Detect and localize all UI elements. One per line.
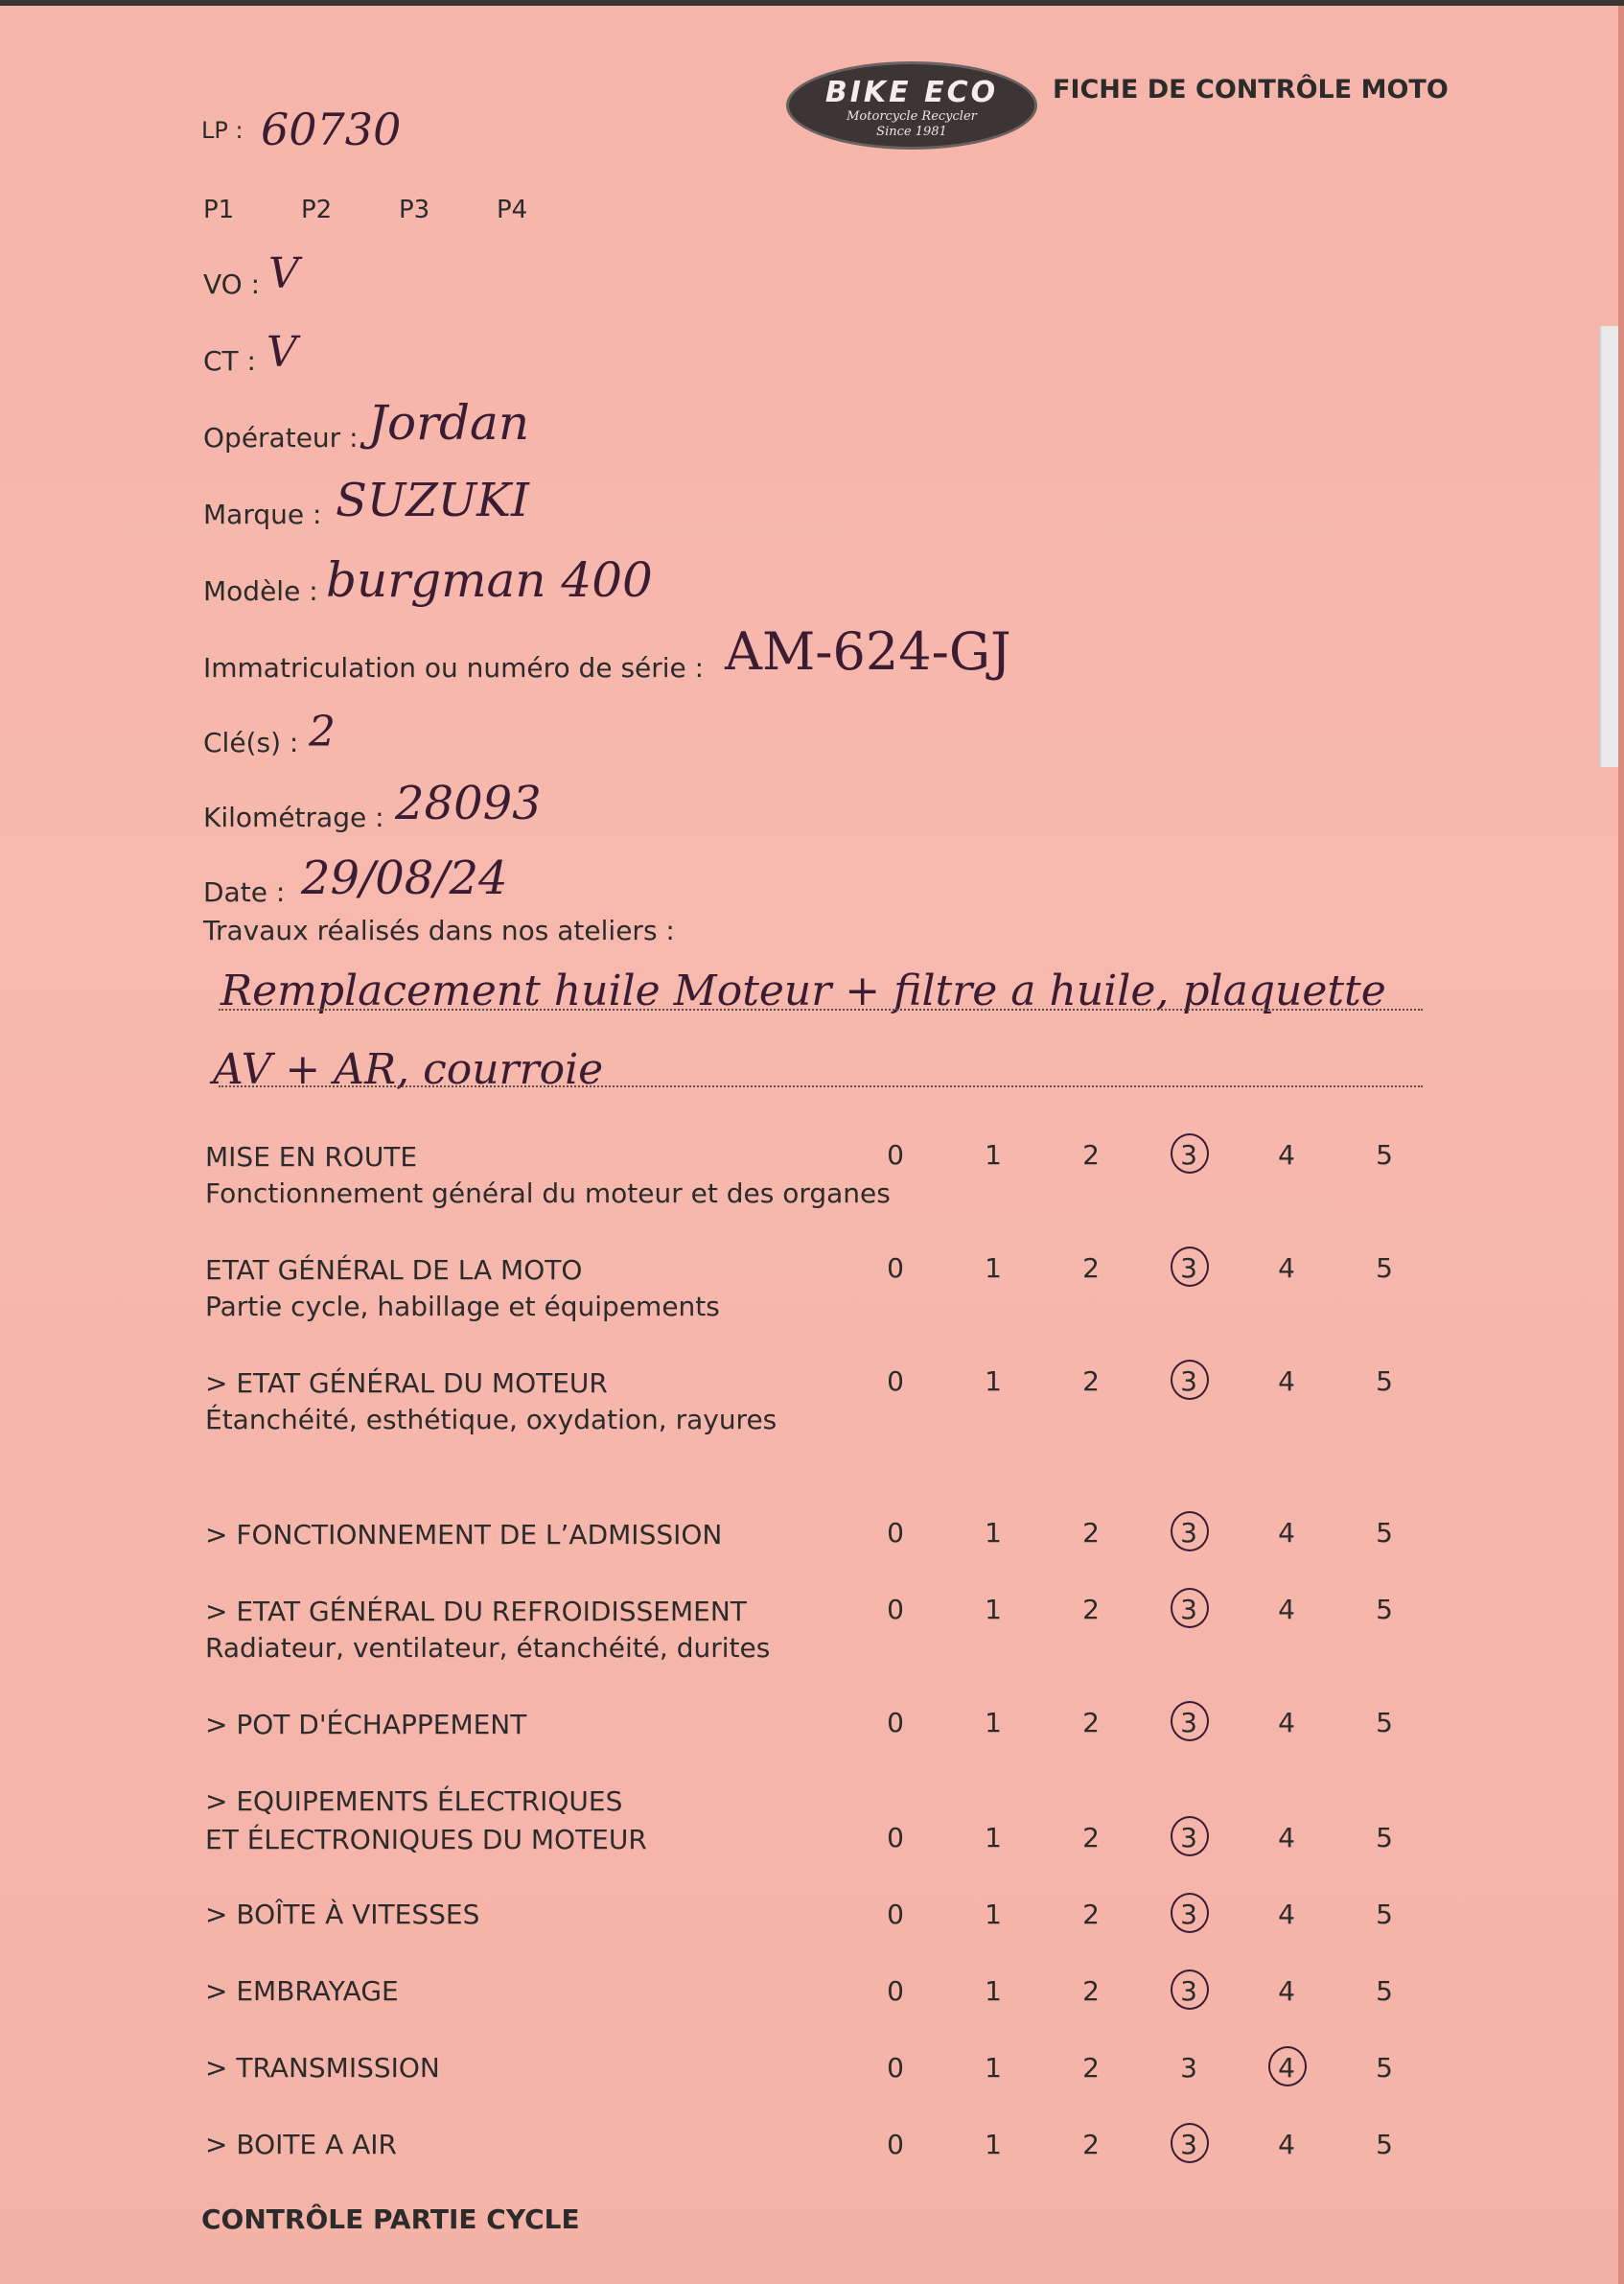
score-7-1[interactable]: 1 bbox=[985, 1899, 1002, 1930]
score-6-5[interactable]: 5 bbox=[1376, 1822, 1393, 1853]
immatriculation-value: AM-624-GJ bbox=[725, 621, 1011, 682]
p1-label: P1 bbox=[203, 196, 235, 224]
score-2-2[interactable]: 2 bbox=[1082, 1365, 1100, 1397]
score-2-5[interactable]: 5 bbox=[1376, 1365, 1393, 1397]
check-title-etat-moteur: > ETAT GÉNÉRAL DU MOTEUR bbox=[205, 1367, 608, 1399]
lp-label: LP : bbox=[201, 117, 244, 144]
logo-name: BIKE ECO bbox=[824, 76, 999, 109]
score-7-2[interactable]: 2 bbox=[1082, 1899, 1100, 1930]
score-5-4[interactable]: 4 bbox=[1278, 1707, 1295, 1738]
check-title-etat-moto: ETAT GÉNÉRAL DE LA MOTO bbox=[205, 1254, 583, 1286]
check-title-electriques: > EQUIPEMENTS ÉLECTRIQUES bbox=[205, 1785, 623, 1817]
score-10-3[interactable]: 3 bbox=[1170, 2129, 1208, 2160]
score-6-2[interactable]: 2 bbox=[1082, 1822, 1100, 1853]
score-9-0[interactable]: 0 bbox=[887, 2052, 904, 2084]
modele-value: burgman 400 bbox=[326, 552, 653, 608]
p2-label: P2 bbox=[301, 196, 333, 224]
vo-label: VO : bbox=[203, 268, 261, 300]
travaux-dotted-line-2 bbox=[219, 1085, 1423, 1087]
check-subtitle-etat-moto: Partie cycle, habillage et équipements bbox=[205, 1291, 720, 1322]
score-10-1[interactable]: 1 bbox=[985, 2129, 1002, 2160]
score-8-5[interactable]: 5 bbox=[1376, 1975, 1393, 2007]
check-title-refroidissement: > ETAT GÉNÉRAL DU REFROIDISSEMENT bbox=[205, 1596, 747, 1627]
score-0-2[interactable]: 2 bbox=[1082, 1139, 1100, 1171]
logo-tagline-1: Motorcycle Recycler bbox=[847, 109, 977, 124]
score-9-2[interactable]: 2 bbox=[1082, 2052, 1100, 2084]
top-edge bbox=[0, 0, 1624, 6]
score-0-3[interactable]: 3 bbox=[1170, 1139, 1208, 1171]
kilometrage-label: Kilométrage : bbox=[203, 802, 384, 833]
score-0-0[interactable]: 0 bbox=[887, 1139, 904, 1171]
check-subtitle-mise-en-route: Fonctionnement général du moteur et des organes bbox=[205, 1177, 891, 1209]
score-3-2[interactable]: 2 bbox=[1082, 1517, 1100, 1549]
ct-label: CT : bbox=[203, 345, 256, 377]
cles-label: Clé(s) : bbox=[203, 727, 299, 758]
paper-edge bbox=[1599, 326, 1618, 767]
check-subtitle-refroidissement: Radiateur, ventilateur, étanchéité, durites bbox=[205, 1632, 771, 1664]
score-7-5[interactable]: 5 bbox=[1376, 1899, 1393, 1930]
check-title-boite-air: > BOITE A AIR bbox=[205, 2129, 397, 2160]
score-1-4[interactable]: 4 bbox=[1278, 1252, 1295, 1284]
score-1-3[interactable]: 3 bbox=[1170, 1252, 1208, 1284]
check-subtitle-etat-moteur: Étanchéité, esthétique, oxydation, rayures bbox=[205, 1404, 777, 1435]
check-title-mise-en-route: MISE EN ROUTE bbox=[205, 1141, 418, 1173]
p3-label: P3 bbox=[399, 196, 430, 224]
score-10-0[interactable]: 0 bbox=[887, 2129, 904, 2160]
score-7-4[interactable]: 4 bbox=[1278, 1899, 1295, 1930]
score-4-0[interactable]: 0 bbox=[887, 1594, 904, 1625]
marque-value: SUZUKI bbox=[336, 474, 529, 527]
score-5-2[interactable]: 2 bbox=[1082, 1707, 1100, 1738]
score-2-4[interactable]: 4 bbox=[1278, 1365, 1295, 1397]
score-5-3[interactable]: 3 bbox=[1170, 1707, 1208, 1738]
kilometrage-value: 28093 bbox=[395, 777, 542, 830]
score-1-2[interactable]: 2 bbox=[1082, 1252, 1100, 1284]
immatriculation-label: Immatriculation ou numéro de série : bbox=[203, 652, 705, 684]
travaux-label: Travaux réalisés dans nos ateliers : bbox=[203, 915, 675, 946]
score-2-1[interactable]: 1 bbox=[985, 1365, 1002, 1397]
travaux-dotted-line-1 bbox=[219, 1009, 1423, 1011]
score-8-4[interactable]: 4 bbox=[1278, 1975, 1295, 2007]
score-4-4[interactable]: 4 bbox=[1278, 1594, 1295, 1625]
check-title-boite-vitesses: > BOÎTE À VITESSES bbox=[205, 1899, 480, 1930]
score-4-5[interactable]: 5 bbox=[1376, 1594, 1393, 1625]
p4-label: P4 bbox=[497, 196, 528, 224]
score-10-4[interactable]: 4 bbox=[1278, 2129, 1295, 2160]
score-3-3[interactable]: 3 bbox=[1170, 1517, 1208, 1549]
score-4-3[interactable]: 3 bbox=[1170, 1594, 1208, 1625]
score-7-3[interactable]: 3 bbox=[1170, 1899, 1208, 1930]
score-2-0[interactable]: 0 bbox=[887, 1365, 904, 1397]
score-0-4[interactable]: 4 bbox=[1278, 1139, 1295, 1171]
score-2-3[interactable]: 3 bbox=[1170, 1365, 1208, 1397]
score-4-2[interactable]: 2 bbox=[1082, 1594, 1100, 1625]
date-label: Date : bbox=[203, 876, 286, 908]
score-3-0[interactable]: 0 bbox=[887, 1517, 904, 1549]
score-4-1[interactable]: 1 bbox=[985, 1594, 1002, 1625]
operateur-value: Jordan bbox=[368, 395, 530, 451]
section-title-partie-cycle: CONTRÔLE PARTIE CYCLE bbox=[201, 2203, 580, 2235]
bike-eco-logo bbox=[786, 61, 1037, 150]
check-title-echappement: > POT D'ÉCHAPPEMENT bbox=[205, 1709, 527, 1740]
marque-label: Marque : bbox=[203, 499, 322, 530]
lp-value: 60730 bbox=[261, 104, 402, 155]
score-6-1[interactable]: 1 bbox=[985, 1822, 1002, 1853]
cles-value: 2 bbox=[309, 708, 336, 757]
operateur-label: Opérateur : bbox=[203, 422, 359, 454]
score-6-0[interactable]: 0 bbox=[887, 1822, 904, 1853]
logo-tagline-2: Since 1981 bbox=[876, 125, 947, 139]
score-8-3[interactable]: 3 bbox=[1170, 1975, 1208, 2007]
score-1-1[interactable]: 1 bbox=[985, 1252, 1002, 1284]
score-0-1[interactable]: 1 bbox=[985, 1139, 1002, 1171]
score-1-0[interactable]: 0 bbox=[887, 1252, 904, 1284]
score-3-1[interactable]: 1 bbox=[985, 1517, 1002, 1549]
travaux-line-2: AV + AR, courroie bbox=[213, 1045, 604, 1094]
score-3-5[interactable]: 5 bbox=[1376, 1517, 1393, 1549]
travaux-line-1: Remplacement huile Moteur + filtre a huile, plaquette bbox=[220, 967, 1386, 1015]
score-8-1[interactable]: 1 bbox=[985, 1975, 1002, 2007]
date-value: 29/08/24 bbox=[301, 851, 508, 905]
score-8-0[interactable]: 0 bbox=[887, 1975, 904, 2007]
score-3-4[interactable]: 4 bbox=[1278, 1517, 1295, 1549]
check-title-transmission: > TRANSMISSION bbox=[205, 2052, 440, 2084]
score-8-2[interactable]: 2 bbox=[1082, 1975, 1100, 2007]
score-9-4[interactable]: 4 bbox=[1267, 2052, 1306, 2084]
score-10-2[interactable]: 2 bbox=[1082, 2129, 1100, 2160]
ct-value: V bbox=[267, 328, 297, 377]
score-9-5[interactable]: 5 bbox=[1376, 2052, 1393, 2084]
score-9-1[interactable]: 1 bbox=[985, 2052, 1002, 2084]
score-5-5[interactable]: 5 bbox=[1376, 1707, 1393, 1738]
score-1-5[interactable]: 5 bbox=[1376, 1252, 1393, 1284]
score-9-3[interactable]: 3 bbox=[1180, 2052, 1197, 2084]
score-5-1[interactable]: 1 bbox=[985, 1707, 1002, 1738]
vo-value: V bbox=[268, 249, 299, 298]
score-6-4[interactable]: 4 bbox=[1278, 1822, 1295, 1853]
score-10-5[interactable]: 5 bbox=[1376, 2129, 1393, 2160]
document-title: FICHE DE CONTRÔLE MOTO bbox=[1053, 75, 1449, 105]
modele-label: Modèle : bbox=[203, 575, 318, 607]
score-7-0[interactable]: 0 bbox=[887, 1899, 904, 1930]
score-6-3[interactable]: 3 bbox=[1170, 1822, 1208, 1853]
score-0-5[interactable]: 5 bbox=[1376, 1139, 1393, 1171]
check-title-embrayage: > EMBRAYAGE bbox=[205, 1975, 399, 2007]
check-subtitle-electriques: ET ÉLECTRONIQUES DU MOTEUR bbox=[205, 1824, 647, 1855]
score-5-0[interactable]: 0 bbox=[887, 1707, 904, 1738]
check-title-admission: > FONCTIONNEMENT DE L’ADMISSION bbox=[205, 1519, 723, 1550]
